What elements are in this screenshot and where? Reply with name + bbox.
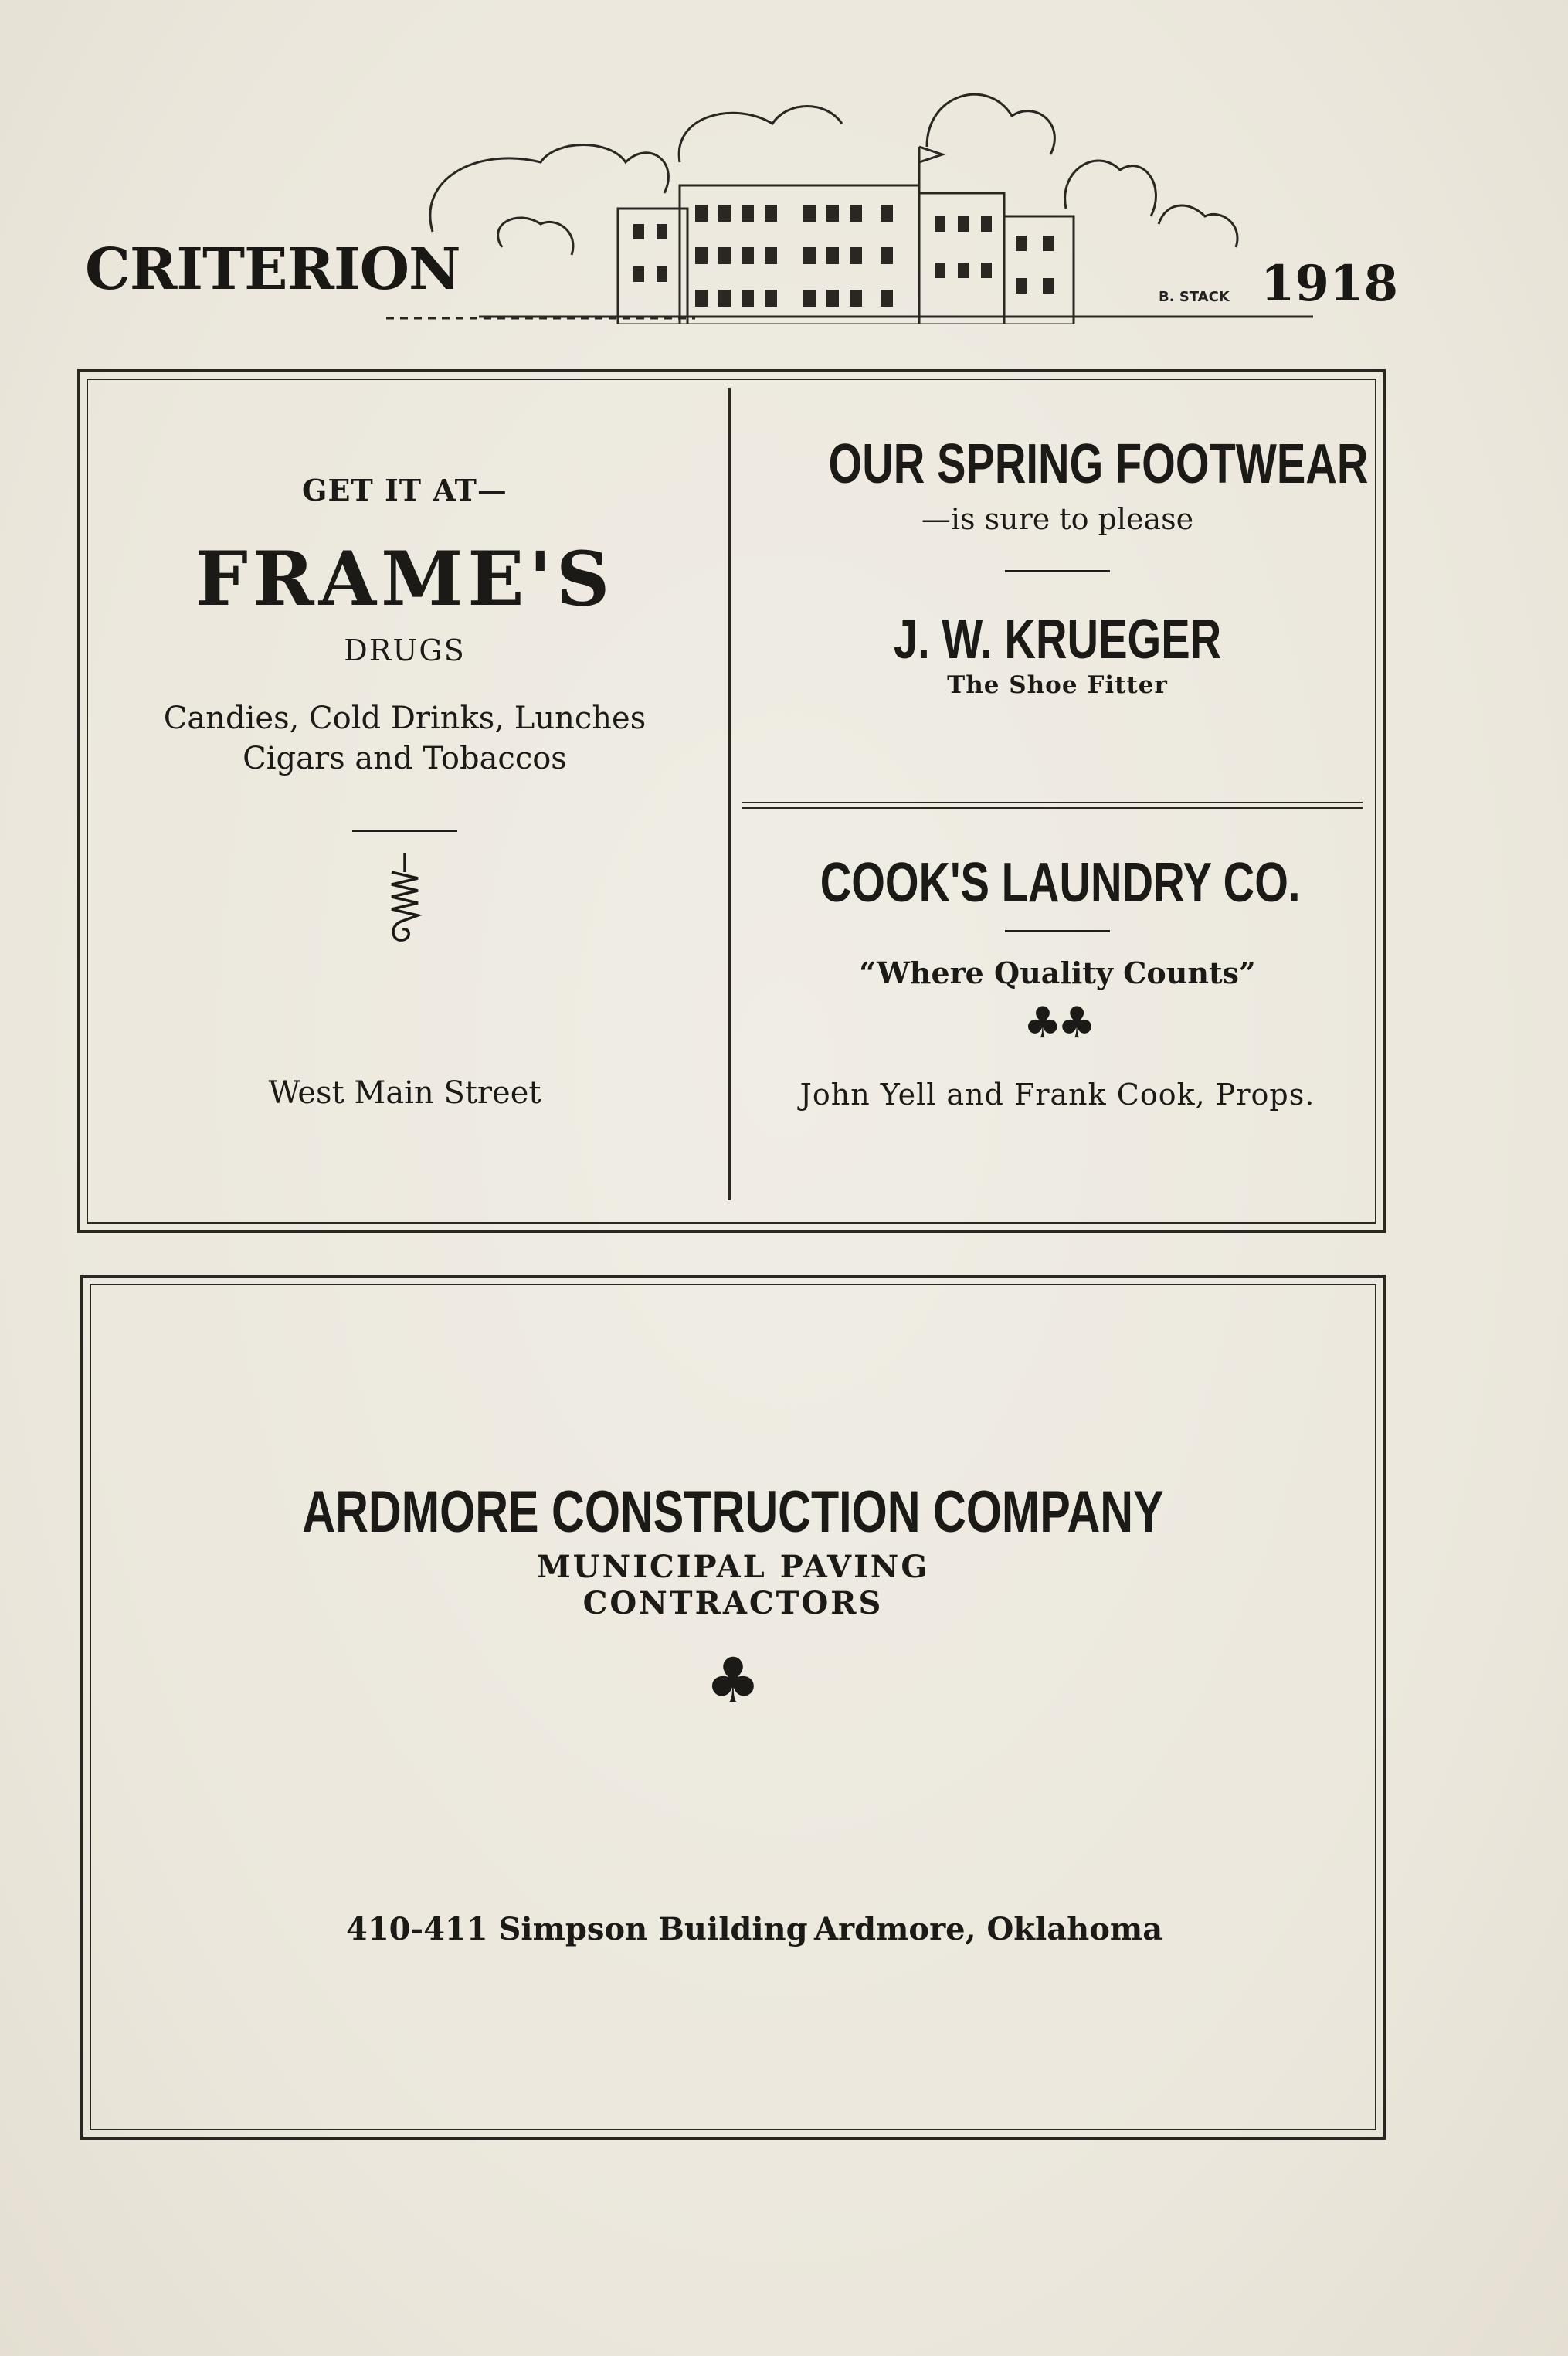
cooks-proprietors: John Yell and Frank Cook, Props. [799, 1078, 1315, 1112]
frames-name: FRAME'S [195, 535, 615, 623]
cooks-rule [1005, 930, 1110, 932]
krueger-tagline: —is sure to please [921, 502, 1194, 536]
club-ornament-icon: ♣ [705, 1645, 761, 1716]
frames-line-2: Cigars and Tobaccos [243, 741, 567, 776]
frames-line-1: Candies, Cold Drinks, Lunches [163, 701, 647, 736]
building-illustration [386, 70, 1352, 324]
ardmore-line-2: CONTRACTORS [582, 1585, 884, 1621]
cooks-slogan: “Where Quality Counts” [859, 956, 1256, 990]
artist-signature: B. STACK [1159, 289, 1230, 305]
header-title: CRITERION [85, 236, 460, 303]
cooks-name: COOK'S LAUNDRY CO. [820, 852, 1301, 914]
horizontal-divider [742, 802, 1363, 809]
header-year: 1918 [1260, 255, 1398, 313]
vertical-divider [728, 388, 731, 1200]
frames-rule [352, 830, 457, 832]
ardmore-construction-ad [83, 1478, 1383, 1716]
ardmore-name: ARDMORE CONSTRUCTION COMPANY [302, 1479, 1164, 1545]
cooks-laundry-ad [752, 851, 1363, 1112]
frames-lead: GET IT AT— [302, 473, 507, 508]
page-header [77, 70, 1398, 324]
ardmore-city: Ardmore, Oklahoma [814, 1911, 1163, 1947]
swirl-ornament-icon [378, 849, 432, 949]
double-club-ornament-icon: ♣♣ [1023, 998, 1092, 1048]
frames-category: DRUGS [344, 633, 466, 667]
ardmore-ad-frame [80, 1275, 1386, 2140]
krueger-ad [752, 433, 1369, 699]
ardmore-line-1: MUNICIPAL PAVING [536, 1549, 930, 1585]
frames-drugs-ad [96, 388, 714, 1207]
krueger-rule [1005, 570, 1110, 572]
top-ad-frame [77, 369, 1386, 1233]
krueger-name: J. W. KRUEGER [893, 609, 1222, 670]
frames-address: West Main Street [268, 1075, 541, 1111]
krueger-subtitle: The Shoe Fitter [947, 671, 1168, 699]
krueger-headline: OUR SPRING FOOTWEAR [828, 433, 1369, 495]
ardmore-address: 410-411 Simpson Building [346, 1911, 808, 1947]
